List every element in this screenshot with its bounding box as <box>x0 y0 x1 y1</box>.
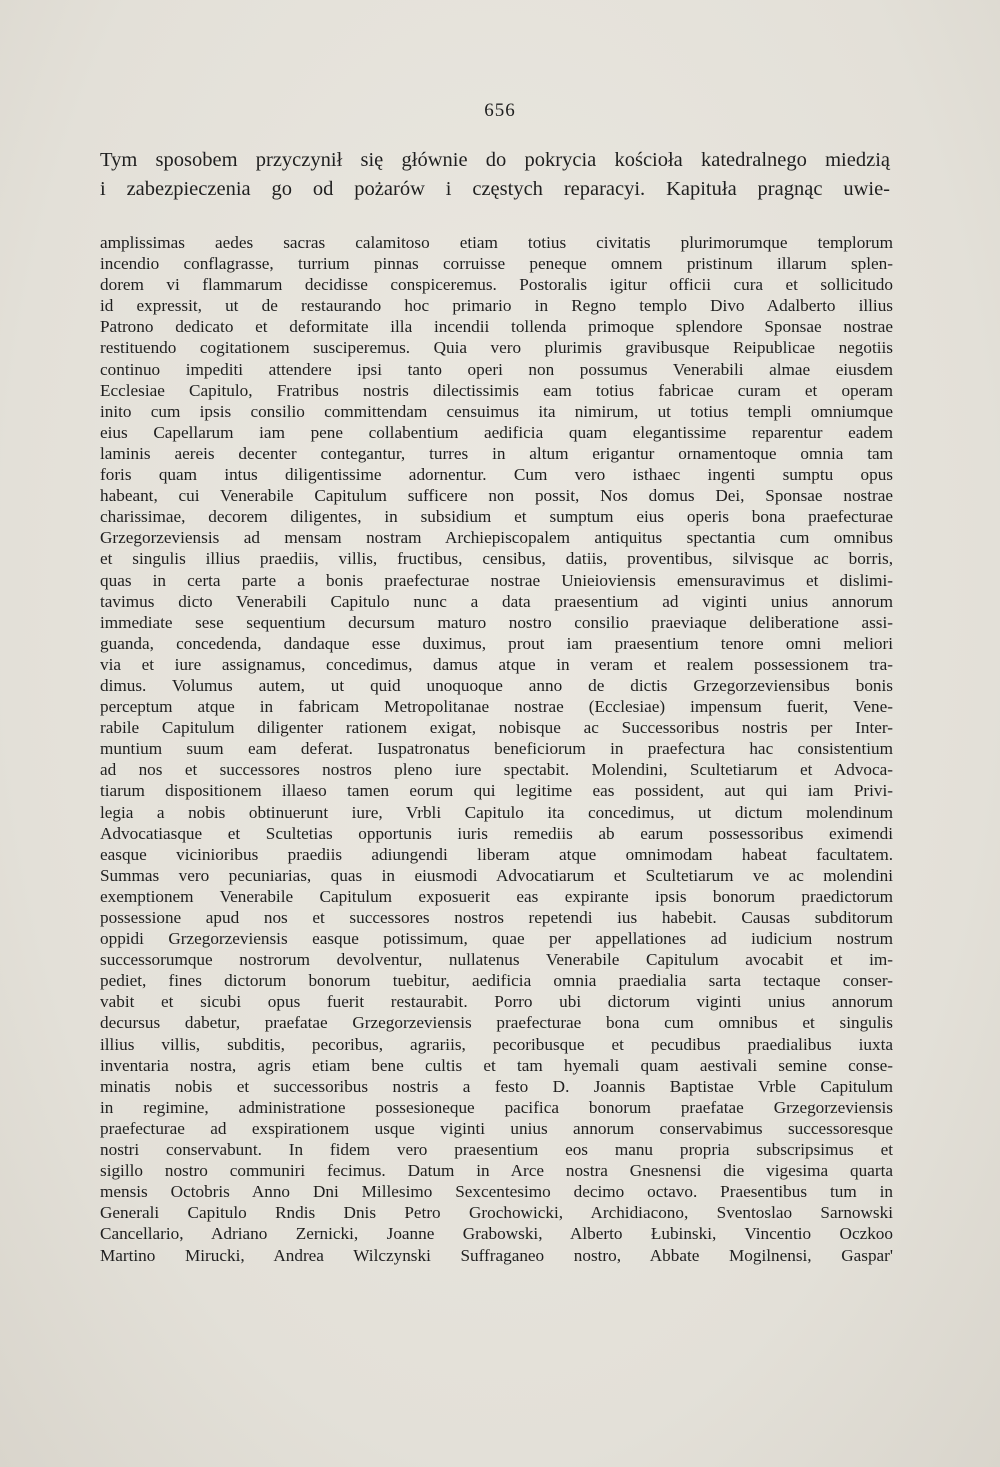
text-line: dorem vi flammarum decidisse conspiceremus. Postoralis igitur officii cura et sollicitudo <box>100 275 893 295</box>
text-line: exemptionem Venerabile Capitulum exposuerit eas expirante ipsis bonorum praedictorum <box>100 886 893 906</box>
text-line: Grzegorzeviensis ad mensam nostram Archiepiscopalem antiquitus spectantia cum omnibus <box>100 528 893 548</box>
text-line: laminis aereis decenter contegantur, turres in altum erigantur ornamentoque omnia tam <box>100 443 893 463</box>
text-line: decursus dabetur, praefatae Grzegorzeviensis praefecturae bona cum omnibus et singulis <box>100 1013 893 1033</box>
text-line: Martino Mirucki, Andrea Wilczynski Suffraganeo nostro, Abbate Mogilnensi, Gaspar' <box>100 1245 893 1265</box>
text-line: amplissimas aedes sacras calamitoso etiam totius civitatis plurimorumque templorum <box>100 233 893 252</box>
text-line: oppidi Grzegorzeviensis easque potissimum, quae per appellationes ad iudicium nostrum <box>100 929 893 949</box>
text-line: perceptum atque in fabricam Metropolitanae nostrae (Ecclesiae) impensum fuerit, Vene- <box>100 697 893 717</box>
text-line: immediate sese sequentium decursum maturo nostro consilio praeviaque deliberatione assi- <box>100 612 893 632</box>
text-line: in regimine, administratione possesioneque pacifica bonorum praefatae Grzegorzeviensis <box>100 1097 893 1117</box>
text-line: Summas vero pecuniarias, quas in eiusmodi Advocatiarum et Scultetiarum ve ac molendini <box>100 865 893 885</box>
text-line: Patrono dedicato et deformitate illa incendii tollenda primoque splendore Sponsae nostrae <box>100 317 893 337</box>
page-number: 656 <box>484 100 516 121</box>
text-line: inito cum ipsis consilio committendam censuimus ita nimirum, ut totius templi omniumque <box>100 401 893 421</box>
text-line: Cancellario, Adriano Zernicki, Joanne Grabowski, Alberto Łubinski, Vincentio Oczkoo <box>100 1224 893 1244</box>
text-line: inventaria nostra, agris etiam bene cultis et tam hyemali quam aestivali semine conse- <box>100 1055 893 1075</box>
text-line: charissimae, decorem diligentes, in subsidium et sumptum eius operis bona praefecturae <box>100 507 893 527</box>
text-line: foris quam intus diligentissime adornentur. Cum vero isthaec ingenti sumptu opus <box>100 465 893 485</box>
text-line: quas in certa parte a bonis praefecturae nostrae Unieioviensis emensuravimus et dislimi- <box>100 570 893 590</box>
text-line: nostri conservabunt. In fidem vero praesentium eos manu propria subscripsimus et <box>100 1140 893 1160</box>
text-line: dimus. Volumus autem, ut quid unoquoque anno de dictis Grzegorzeviensibus bonis <box>100 675 893 695</box>
text-line: incendio conflagrasse, turrium pinnas corruisse peneque omnem pristinum illarum splen- <box>100 254 893 274</box>
text-line: eius Capellarum iam pene collabentium aedificia quam elegantissime reparentur eadem <box>100 422 893 442</box>
text-line: Ecclesiae Capitulo, Fratribus nostris dilectissimis eam totius fabricae curam et operam <box>100 380 893 400</box>
latin-document-text <box>100 232 893 1266</box>
text-line: praefecturae ad exspirationem usque viginti unius annorum conservabimus successoresque <box>100 1118 893 1138</box>
text-line: tavimus dicto Venerabili Capitulo nunc a data praesentium ad viginti unius annorum <box>100 591 893 611</box>
text-line: ad nos et successores nostros pleno iure spectabit. Molendini, Scultetiarum et Advoca- <box>100 760 893 780</box>
text-line: vabit et sicubi opus fuerit restaurabit. Porro ubi dictorum viginti unius annorum <box>100 992 893 1012</box>
text-line: rabile Capitulum diligenter rationem exigat, nobisque ac Successoribus nostris per Inter- <box>100 718 893 738</box>
text-line: tiarum dispositionem illaeso tamen eorum qui legitime eas possident, aut qui iam Privi- <box>100 781 893 801</box>
text-line: mensis Octobris Anno Dni Millesimo Sexcentesimo decimo octavo. Praesentibus tum in <box>100 1182 893 1202</box>
text-line: minatis nobis et successoribus nostris a festo D. Joannis Baptistae Vrble Capitulum <box>100 1076 893 1096</box>
text-line: Advocatiasque et Scultetias opportunis iuris remediis ab earum possessoribus eximendi <box>100 823 893 843</box>
text-line: illius villis, subditis, pecoribus, agrariis, pecoribusque et pecudibus praedialibus iuxta <box>100 1034 893 1054</box>
intro-paragraph <box>100 146 890 204</box>
text-line: restituendo cogitationem susciperemus. Quia vero plurimis gravibusque Reipublicae negotiis <box>100 338 893 358</box>
intro-line: Tym sposobem przyczynił się głównie do pokrycia kościoła katedralnego miedzią <box>100 149 890 171</box>
text-line: easque vicinioribus praediis adiungendi liberam atque omnimodam habeat facultatem. <box>100 844 893 864</box>
text-line: pediet, fines dictorum bonorum tuebitur, aedificia omnia praedialia sarta tectaque conser- <box>100 971 893 991</box>
text-line: id expressit, ut de restaurando hoc primario in Regno templo Divo Adalberto illius <box>100 296 893 316</box>
text-line: via et iure assignamus, concedimus, damus atque in veram et realem possessionem tra- <box>100 654 893 674</box>
text-line: muntium suum eam deferat. Iuspatronatus beneficiorum in praefectura hac consistentium <box>100 739 893 759</box>
text-line: habeant, cui Venerabile Capitulum sufficere non possit, Nos domus Dei, Sponsae nostrae <box>100 486 893 506</box>
text-line: possessione apud nos et successores nostros repetendi ius habebit. Causas subditorum <box>100 908 893 927</box>
text-line: et singulis illius praediis, villis, fructibus, censibus, datiis, proventibus, silvisque ac borris, <box>100 549 893 569</box>
text-line: sigillo nostro communiri fecimus. Datum in Arce nostra Gnesnensi die vigesima quarta <box>100 1161 893 1181</box>
intro-line: i zabezpieczenia go od pożarów i częstych reparacyi. Kapituła pragnąc uwie- <box>100 178 890 200</box>
text-line: successorumque nostrorum devolventur, nullatenus Venerabile Capitulum avocabit et im- <box>100 950 893 970</box>
text-line: continuo impediti attendere ipsi tanto operi non possumus Venerabili almae eiusdem <box>100 359 893 379</box>
text-line: guanda, concedenda, dandaque esse duximus, prout iam praesentium tenore omni meliori <box>100 633 893 653</box>
text-line: Generali Capitulo Rndis Dnis Petro Grochowicki, Archidiacono, Sventoslao Sarnowski <box>100 1203 893 1223</box>
text-line: legia a nobis obtinuerunt iure, Vrbli Capitulo ita concedimus, ut dictum molendinum <box>100 802 893 822</box>
